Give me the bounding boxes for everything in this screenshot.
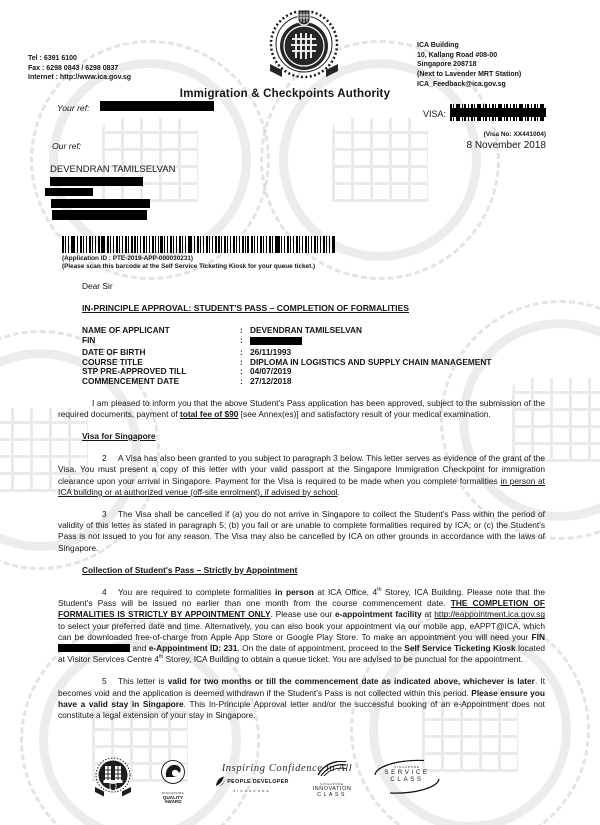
text-run: Self Service Ticketing Kiosk xyxy=(404,643,516,654)
detail-colon: : xyxy=(240,366,243,377)
address-line: 10, Kallang Road #08-00 xyxy=(417,51,498,59)
sc-text: CLASS xyxy=(390,776,424,783)
text-run: Storey, ICA Building to obtain a queue ticket. You are advised to be punctual for the appointment. xyxy=(163,654,524,665)
text-run: . It becomes void and the application is deemed withdrawn if the Student's Pass is not collected within this period. xyxy=(58,676,546,698)
ic-text: INNOVATION xyxy=(312,786,352,792)
address-line: Singapore 208718 xyxy=(417,61,477,69)
pd-subtext: SINGAPORE xyxy=(233,789,271,793)
people-developer-logo xyxy=(212,776,292,793)
text-run: and xyxy=(130,643,149,654)
letter-date: 8 November 2018 xyxy=(466,140,546,151)
letter-body xyxy=(58,281,545,721)
visa-label: VISA: xyxy=(423,109,447,119)
redacted-fin xyxy=(58,644,130,652)
text-run: . On the date of appointment, proceed to the xyxy=(237,643,405,654)
detail-label: FIN xyxy=(82,335,96,346)
leaf-icon xyxy=(215,776,226,787)
sc-text: SERVICE xyxy=(384,769,430,776)
salutation: Dear Sir xyxy=(82,281,113,291)
detail-value: 04/07/2019 xyxy=(250,366,292,377)
redacted-address xyxy=(52,210,147,220)
singapore-service-class-logo xyxy=(372,759,442,783)
our-ref-label: Our ref: xyxy=(52,141,82,151)
section-heading: Collection of Student's Pass – Strictly by Appointment xyxy=(82,564,298,575)
text-run: at ICA Office, 4 xyxy=(313,587,378,598)
text-run: th xyxy=(377,587,382,594)
ic-text: SINGAPORE xyxy=(320,782,344,786)
text-run: . This In-Principle Approval letter and/or the successful booking of an e-Appointment does not constitute a legal extension of your stay in Singapore. xyxy=(58,698,545,721)
text-run: . Please use our xyxy=(270,609,336,620)
redacted-visa-number xyxy=(450,108,546,117)
section-heading: Visa for Singapore xyxy=(82,431,156,442)
singapore-quality-award-logo xyxy=(153,759,193,805)
paragraph xyxy=(58,398,545,420)
detail-colon: : xyxy=(240,335,243,346)
text-run: [see Annex(es)] and satisfactory result of your medical examination. xyxy=(238,408,491,419)
application-barcode xyxy=(62,236,335,253)
detail-label: NAME OF APPLICANT xyxy=(82,325,170,336)
detail-colon: : xyxy=(240,346,243,357)
pd-text: PEOPLE DEVELOPER xyxy=(227,778,289,785)
redacted-address xyxy=(45,188,93,196)
text-run: This letter is xyxy=(118,676,168,687)
redacted-address xyxy=(51,199,150,208)
paragraph-number: 5 xyxy=(102,676,107,687)
text-run: FIN xyxy=(531,631,545,642)
text-run: in person at ICA building or at authorized venue (off-site enrolment), if advised by school xyxy=(58,475,545,497)
email-line[interactable]: ICA_Feedback@ica.gov.sg xyxy=(417,80,506,88)
paragraph-number: 3 xyxy=(102,509,107,520)
eappointment-link[interactable]: http://eappointment.ica.gov.sg xyxy=(434,609,545,620)
detail-label: COMMENCEMENT DATE xyxy=(82,375,180,386)
your-ref-label: Your ref: xyxy=(57,103,90,113)
redacted-address xyxy=(50,177,143,186)
text-run: A Visa has also been granted to you subject to paragraph 3 below. This letter serves as evidence of the grant of the Visa. You must present a copy of this letter with your valid passport at the Singapore Immigration Checkpoint for immigration clearance upon your arrival in Singapore. Payment for the Visa is required to be made when you complete formalities xyxy=(58,453,545,486)
application-id: (Application ID : PTE-2019-APP-000030231) xyxy=(62,255,194,262)
sqa-text: QUALITY xyxy=(162,794,184,800)
authority-title: Immigration & Checkpoints Authority xyxy=(179,88,391,100)
ministry-of-home-affairs-logo xyxy=(93,757,133,806)
text-run: e-Appointment ID: 231 xyxy=(148,643,238,654)
singapore-innovation-class-logo xyxy=(309,761,355,798)
text-run: The Visa shall be cancelled if (a) you do not arrive in Singapore to collect the Student's Pass within the period of validity of this letter as stated in paragraph 5; (b) you fail or are unable to complete formalities required by ICA; or (c) the Student's Pass is not issued to you for any reason. The Visa may also be cancelled by ICA on other grounds in accordance with the laws of Singapore. xyxy=(58,509,545,553)
paragraph xyxy=(58,587,545,665)
address-line: ICA Building xyxy=(417,42,459,49)
paragraph-number: 4 xyxy=(102,587,107,598)
recipient-name: DEVENDRAN TAMILSELVAN xyxy=(50,164,176,175)
text-run: th xyxy=(158,654,164,661)
text-run: e-appointment facility xyxy=(335,609,422,620)
subject-line: IN-PRINCIPLE APPROVAL: STUDENT'S PASS – COMPLETION OF FORMALITIES xyxy=(82,303,410,314)
address-line: (Next to Lavender MRT Station) xyxy=(417,71,522,79)
text-run: THE COMPLETION OF FORMALITIES IS STRICTLY BY APPOINTMENT ONLY xyxy=(58,598,545,620)
detail-label: STP PRE-APPROVED TILL xyxy=(82,366,187,377)
detail-row xyxy=(82,377,545,387)
sc-text: SINGAPORE xyxy=(394,765,420,769)
text-run: I am pleased to inform you that the above Student's Pass application has been approved, subject to the submission of the required documents, payment of xyxy=(58,397,545,419)
text-run: You are required to complete formalities xyxy=(118,587,276,598)
tagline: Inspiring Confidence in All xyxy=(221,763,353,774)
paragraph xyxy=(58,676,545,721)
address-block xyxy=(417,41,521,90)
detail-label: DATE OF BIRTH xyxy=(82,346,146,357)
detail-row xyxy=(82,326,545,336)
redacted-your-ref xyxy=(100,101,214,111)
text-run: total fee of $90 xyxy=(179,408,239,419)
paragraph xyxy=(58,453,545,498)
detail-value: 26/11/1993 xyxy=(250,346,292,357)
detail-value: DIPLOMA IN LOGISTICS AND SUPPLY CHAIN MANAGEMENT xyxy=(250,356,492,367)
text-run: . xyxy=(337,486,340,497)
detail-value: 27/12/2018 xyxy=(250,375,292,386)
text-run: at xyxy=(421,609,435,620)
tel-line: Tel : 6391 6100 xyxy=(28,55,77,62)
sqa-text: AWARD xyxy=(164,799,182,805)
detail-row xyxy=(82,336,545,348)
text-run: located at Visitor Services Centre 4 xyxy=(58,643,545,665)
applicant-details-table xyxy=(82,326,545,386)
detail-colon: : xyxy=(240,375,243,386)
ica-logo xyxy=(268,8,340,87)
text-run: Storey, ICA Building. Please note that the Student's Pass will be issued no earlier than one month from the course commencement date. xyxy=(58,587,545,609)
paragraph xyxy=(58,509,545,554)
detail-label: COURSE TITLE xyxy=(82,356,143,367)
internet-line[interactable]: Internet : http://www.ica.gov.sg xyxy=(28,74,132,82)
paragraph-number: 2 xyxy=(102,453,107,464)
text-run: to select your preferred date and time. Alternatively, you can also book your appointment via our mobile app, eAPPT@ICA, which can be downloaded free-of-charge from Apple App Store or Google Play Store. To make an appointment you will need your xyxy=(58,620,545,642)
detail-colon: : xyxy=(240,356,243,367)
contact-block xyxy=(28,54,131,83)
detail-value: DEVENDRAN TAMILSELVAN xyxy=(250,325,363,336)
detail-colon: : xyxy=(240,325,243,336)
text-run: in person xyxy=(275,587,314,598)
ic-text: CLASS xyxy=(317,792,347,798)
fax-line: Fax : 6298 0843 / 6298 0837 xyxy=(28,64,119,72)
visa-no-caption: (Visa No: XX441004) xyxy=(483,131,546,138)
barcode-scan-note: (Please scan this barcode at the Self Service Ticketing Kiosk for your queue ticket.) xyxy=(62,263,316,270)
sqa-text: SINGAPORE xyxy=(161,791,185,795)
text-run: Please ensure you have a valid stay in Singapore xyxy=(58,687,546,709)
text-run: valid for two months or till the commencement date as indicated above, whichever is later xyxy=(167,676,535,687)
